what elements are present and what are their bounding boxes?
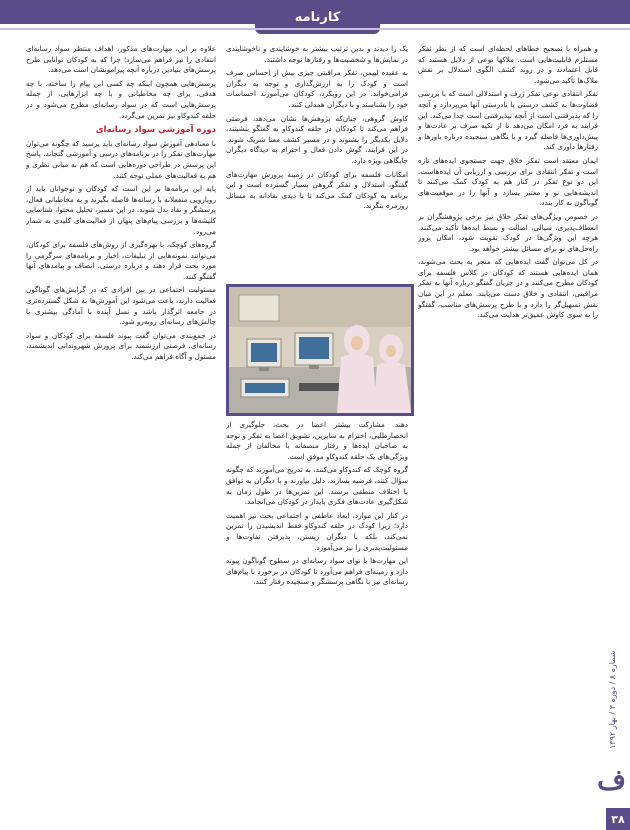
text-column-middle-top: [226, 44, 408, 279]
magazine-issue-label: شماره ۸ / دوره ۳ / بهار ۱۳۹۲: [608, 650, 617, 750]
paragraph: این مهارت‌ها با نوای سواد رسانه‌ای در سطوح گوناگون پیوند دارد و زمینه‌ای فراهم می‌آورد تا کودکان در برخورد با پیام‌های رسانه‌ای نیز با نگاهی پرسشگر و سنجیده رفتار کنند.: [226, 556, 408, 587]
text-column-left: [26, 44, 216, 809]
section-heading: دوره آموزشی سواد رسانه‌ای: [95, 125, 216, 136]
paragraph: تفکر انتقادی نوعی تفکر ژرف و استدلالی است که با بررسی قضاوت‌ها به کشف درستی یا نادرستی آنها می‌پردازد و آنچه را که پذیرفتنی است از آنچه نپذیرفتنی است جدا می‌کند. این فرایند به فرد امکان می‌دهد تا از تکیه صرف بر عادت‌ها و پیش‌داوری‌ها فاصله گیرد و با نگاهی سنجیده درباره باورها و رفتارها داوری کند.: [418, 89, 598, 152]
text-column-right: [418, 44, 598, 809]
paragraph: و همراه با تصحیح خطاهای لحظه‌ای است که از نظر تفکر مستلزم قابلیت‌هایی است. ملاکها نوعی از دلایل هستند که قابل اعتمادند و در روند کشف الگوی استدلال بر نقش ملاک‌ها تأکید می‌شود.: [418, 44, 598, 85]
paragraph: گروه‌های کوچک، با بهره‌گیری از روش‌های فلسفه برای کودکان، می‌توانند نمونه‌هایی از تبلیغات، اخبار و برنامه‌های سرگرمی را مورد بحث قرار دهند و درباره درستی، انصاف و پیامدهای آنها گفتگو کنند.: [26, 240, 216, 281]
paragraph: در جمع‌بندی می‌توان گفت پیوند فلسفه برای کودکان و سواد رسانه‌ای، فرصتی ارزشمند برای پرورش شهروندانی اندیشمند، مسئول و آگاه فراهم می‌کند.: [26, 330, 216, 362]
magazine-logo-icon: ف: [596, 763, 626, 796]
paragraph: با معنادهی آموزش سواد رسانه‌ای باید پرسید که چگونه می‌توان مهارت‌های تفکر را در برنامه‌های درسی و آموزشی گنجاند. پاسخ این پرسش در طراحی دوره‌هایی است که هم به مبانی نظری و هم به فعالیت‌های عملی توجه کنند.: [26, 138, 216, 180]
page-number: ۳۸: [606, 808, 630, 830]
classroom-computers-photo: [226, 284, 414, 416]
paragraph: کاوش گروهی، چنان‌که پژوهش‌ها نشان می‌دهد، فرصتی فراهم می‌کند تا کودکان در حلقه کندوکاو به گفتگو بنشینند، دلایل یکدیگر را بشنوند و در مسیر کشف معنا شریک شوند. در این فرایند، گوش دادن فعال و احترام به دیدگاه دیگران جایگاهی ویژه دارد.: [226, 113, 408, 165]
paragraph: یک را دیدند و بدین ترتیب بیشتر به خوشایندی و ناخوشایندی در نمایش‌ها و شخصیت‌ها و رفتارها توجه داشتند.: [226, 44, 408, 64]
sidebar: [596, 30, 630, 826]
paragraph: امکانات فلسفه برای کودکان در زمینه پرورش مهارت‌های گفتگو، استدلال و تفکر گروهی بسیار گسترده است و این برنامه به کودکان کمک می‌کند تا با دیدی نقادانه به مسائل روزمره بنگرند.: [226, 169, 408, 211]
photo-illustration: [229, 287, 411, 413]
section-title: کارنامه: [294, 9, 341, 25]
paragraph: پایه این برنامه‌ها بر این است که کودکان و نوجوانان باید از رویارویی منفعلانه با رسانه‌ها فاصله بگیرند و به مخاطبانی فعال، پرسشگر و نقاد بدل شوند. در این مسیر، تحلیل محتوا، شناسایی کلیشه‌ها و بررسی پیام‌های پنهان از فعالیت‌های کلیدی به شمار می‌رود.: [26, 184, 216, 236]
header-divider: [0, 28, 630, 30]
text-column-middle-bottom: [226, 420, 408, 810]
paragraph: گروه کوچک که کندوکاو می‌کنند، به تدریج می‌آموزند که چگونه سؤال کنند، فرضیه بسازند، دلیل بیاورند و با دیگران به توافق یا اختلاف منطقی برسند. این تمرین‌ها در طول زمان به شکل‌گیری عادت‌های فکری پایدار در کودکان می‌انجامد.: [226, 465, 408, 507]
paragraph: دهند. مشارکت بیشتر اعضا در بحث، جلوگیری از انحصارطلبی، احترام به سایرین، تشویق اعضا به تفکر و توجه به صاحبان ایده‌ها و رفتار منصفانه با مخالفان از جمله ویژگی‌های یک حلقه کندوکاو موفق است.: [226, 420, 408, 461]
paragraph: در خصوص ویژگی‌های تفکر خلاق نیز برخی پژوهشگران بر انعطاف‌پذیری، سیالی، اصالت و بسط ایده‌ها تأکید می‌کنند. هرچه این ویژگی‌ها در کودک تقویت شود، امکان بروز راه‌حل‌های نو برای مسائل بیشتر خواهد بود.: [418, 211, 598, 253]
paragraph: پرسش‌هایی همچون اینکه چه کسی این پیام را ساخته، با چه هدفی، برای چه مخاطبانی و با چه ابزارهایی، از جمله پرسش‌هایی است که در سواد رسانه‌ای مطرح می‌شود و در حلقه کندوکاو نیز تمرین می‌گردد.: [26, 78, 216, 120]
paragraph: ایمان معتقد است تفکر خلاق جهت جستجوی ایده‌های تازه است و تفکر انتقادی برای بررسی و ارزیابی آن ایده‌هاست. این دو نوع تفکر در کنار هم به کودک کمک می‌کنند تا اندیشه‌هایی نو و معتبر بسازد و آنها را در موقعیت‌های گوناگون به کار بندد.: [418, 155, 598, 208]
paragraph: در کنار این موارد، ابعاد عاطفی و اجتماعی بحث نیز اهمیت دارد؛ زیرا کودک در حلقه کندوکاو فقط اندیشیدن را تمرین نمی‌کند، بلکه با دیگران زیستن، پذیرفتن تفاوت‌ها و مسئولیت‌پذیری را نیز می‌آموزد.: [226, 510, 408, 552]
paragraph: علاوه بر این، مهارت‌های مذکور، اهداف منتظر سواد رسانه‌ای انتقادی را نیز فراهم می‌سازد؛ چرا که به کودکان توانایی طرح پرسش‌های بنیادین درباره آنچه پیرامونشان است می‌دهد.: [26, 44, 216, 75]
paragraph: مسئولیت اجتماعی در بین افرادی که در گرایش‌های گوناگون فعالیت دارند، باعث می‌شود این آموزش‌ها به شکل گسترده‌تری در جامعه اثرگذار باشد و نسل آینده با آمادگی بیشتری با چالش‌های رسانه‌ای روبه‌رو شود.: [26, 285, 216, 327]
paragraph: در کل می‌توان گفت ایده‌هایی که منجر به بحث می‌شوند، همان ایده‌هایی هستند که کودکان در کلاس فلسفه برای کودکان مطرح می‌کنند و در جریان گفتگو درباره آنها به تفکر مراقبتی، انتقادی و خلاق دست می‌یابند. معلم در این میان نقش تسهیل‌گر را دارد و با طرح پرسش‌های مناسب، گفتگو را به سوی کاوش عمیق‌تر هدایت می‌کند.: [418, 257, 598, 320]
paragraph: به عقیده لیپمن، تفکر مراقبتی چیزی بیش از احساس صرف است و کودک را به ارزش‌گذاری و توجه به دیگران فرامی‌خواند. در این رویکرد، کودکان می‌آموزند احساسات خود را بشناسند و با دیگران همدلی کنند.: [226, 68, 408, 109]
